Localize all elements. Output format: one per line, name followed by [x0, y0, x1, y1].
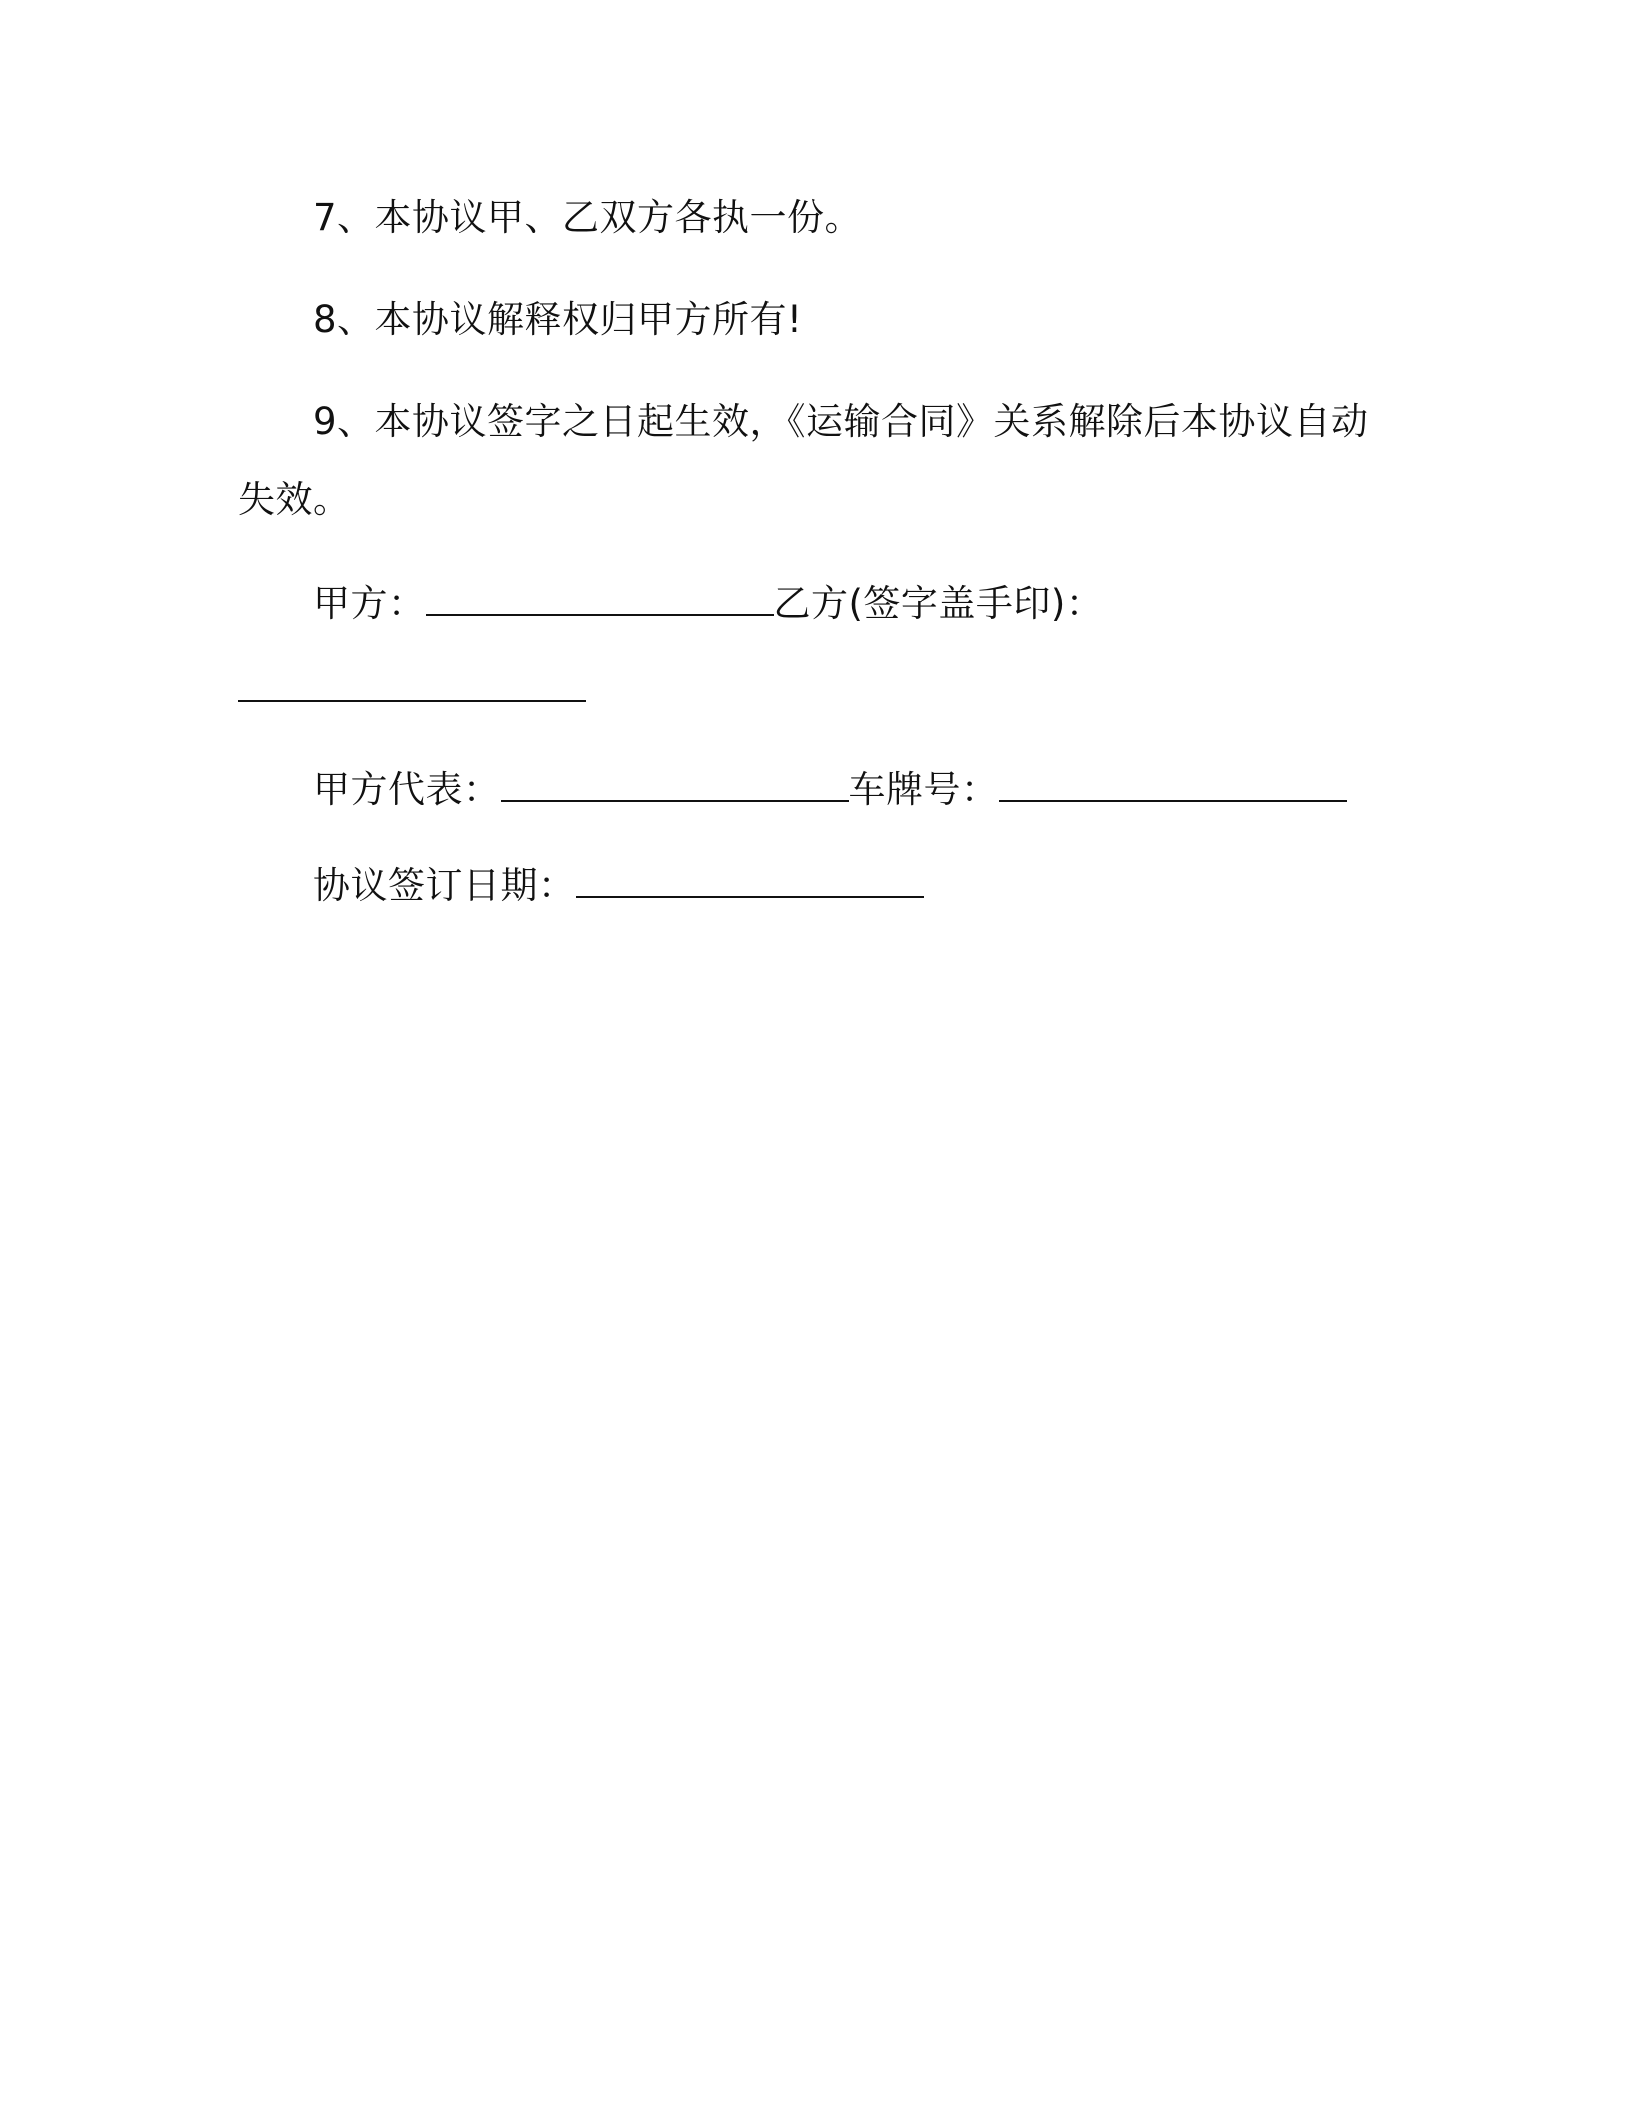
party-b-signature-row: [238, 668, 586, 712]
signing-date-label: 协议签订日期：: [313, 864, 576, 907]
party-b-signature-blank: [238, 670, 586, 702]
representative-label: 甲方代表：: [313, 768, 501, 811]
representative-blank: [501, 770, 849, 802]
party-signature-row: [313, 582, 1103, 626]
party-a-signature-blank: [426, 584, 774, 616]
plate-number-blank: [999, 770, 1347, 802]
plate-number-label: 车牌号：: [848, 768, 999, 811]
clause-8: 8、本协议解释权归甲方所有!: [313, 298, 803, 341]
signing-date-blank: [576, 866, 924, 898]
signing-date-row: [313, 864, 924, 908]
clause-9-line-1: 9、本协议签字之日起生效，《运输合同》关系解除后本协议自动: [313, 400, 1369, 443]
clause-9-line-2: 失效。: [238, 478, 351, 521]
clause-7: 7、本协议甲、乙双方各执一份。: [313, 196, 863, 239]
party-b-label: 乙方(签字盖手印)：: [773, 582, 1104, 625]
party-a-label: 甲方：: [313, 582, 426, 625]
representative-row: [313, 768, 1347, 812]
